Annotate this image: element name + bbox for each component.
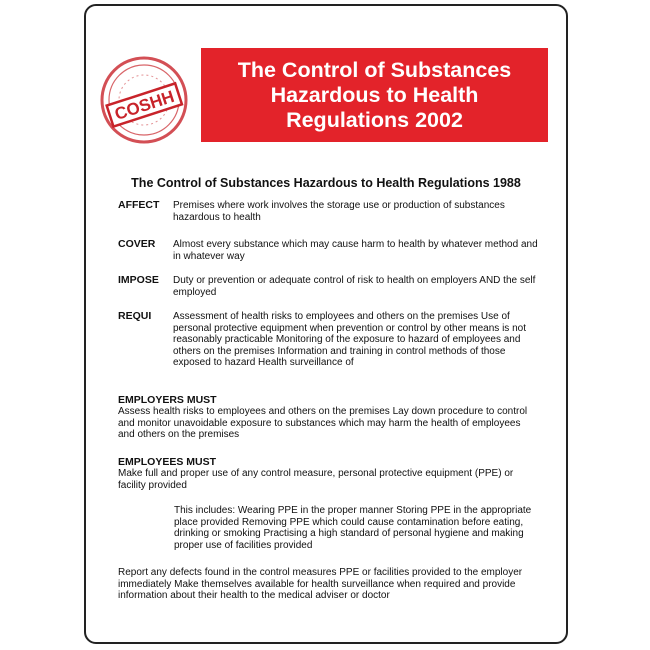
title-banner	[201, 48, 548, 142]
term-label: AFFECT	[118, 199, 160, 211]
sign-panel	[84, 4, 568, 644]
employers-text: Assess health risks to employees and others on the premises Lay down procedure to control and monitor unavoidable exposure to substances which may harm the health of employees and others on the premises	[118, 406, 528, 440]
employees-includes-text: This includes: Wearing PPE in the proper manner Storing PPE in the appropriate place provided Removing PPE which could cause contamination before eating, drinking or smoking Practising a high standard of personal hygiene and making proper use of facilities provided	[174, 505, 532, 551]
term-definition: Almost every substance which may cause harm to health by whatever method and in whatever way	[173, 239, 538, 262]
coshh-stamp-icon	[96, 52, 192, 148]
banner-title: The Control of Substances Hazardous to Health Regulations 2002	[237, 57, 512, 132]
term-label: REQUI	[118, 310, 152, 322]
term-definition: Premises where work involves the storage use or production of substances hazardous to health	[173, 200, 505, 223]
term-label: IMPOSE	[118, 274, 159, 286]
employees-heading: EMPLOYEES MUST	[118, 456, 217, 468]
regulations-subtitle: The Control of Substances Hazardous to Health Regulations 1988	[131, 176, 521, 190]
term-definition: Assessment of health risks to employees and others on the premises Use of personal protective equipment when prevention or control by other means is not reasonably practicable Monitoring of the exposure to hazard of employees and others on the premises Information and training in control methods of those exposed to hazard Health surveillance of	[173, 311, 526, 368]
term-definition: Duty or prevention or adequate control of risk to health on employers AND the self employed	[173, 275, 536, 298]
footer-text: Report any defects found in the control measures PPE or facilities provided to the employer immediately Make themselves available for health surveillance when required and provide information about their health to the medical adviser or doctor	[118, 567, 523, 601]
employers-heading: EMPLOYERS MUST	[118, 394, 217, 406]
employees-text: Make full and proper use of any control measure, personal protective equipment (PPE) or facility provided	[118, 468, 514, 491]
term-label: COVER	[118, 238, 156, 250]
svg-text:COSHH: COSHH	[112, 86, 177, 124]
